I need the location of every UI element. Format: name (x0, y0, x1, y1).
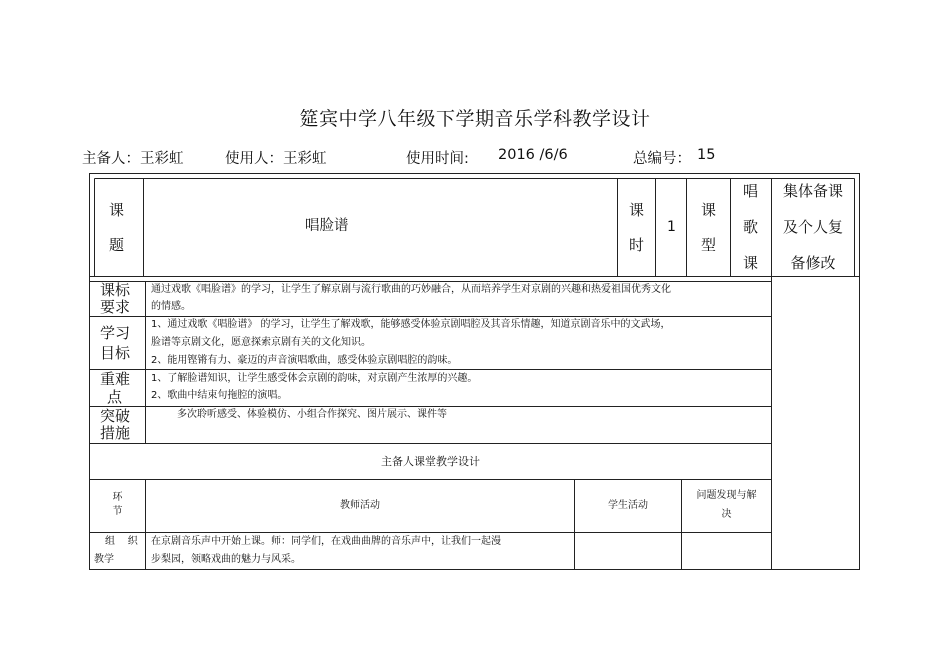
goals-label-bottom: 目标 (100, 344, 131, 362)
curriculum-text-line-1: 通过戏歌《唱脸谱》的学习，让学生了解京剧与流行歌曲的巧妙融合，从而培养学生对京剧的兴趣和热爱祖国优秀文化 (151, 284, 671, 295)
row1-stage-top: 组 织 (105, 536, 138, 547)
use-time-value: 2016 /6/6 (498, 147, 568, 163)
row1-stage-bottom: 教学 (94, 554, 114, 565)
collective-prep-line-3: 备修改 (790, 254, 836, 272)
col-problem-top: 问题发现与解 (696, 490, 757, 501)
col-teacher-activity: 教师活动 (340, 500, 380, 511)
curriculum-text-line-2: 的情感。 (151, 301, 191, 312)
col-student-activity: 学生活动 (608, 500, 648, 511)
hours-label-bottom: 时 (629, 236, 645, 254)
row1-teacher-line-1: 在京剧音乐声中开始上课。师：同学们，在戏曲曲牌的音乐声中，让我们一起漫 (151, 536, 501, 547)
keypoints-label-top: 重难 (100, 370, 131, 388)
curriculum-label-top: 课标 (100, 281, 131, 299)
goals-text-line-2: 脸谱等京剧文化，愿意探索京剧有关的文化知识。 (151, 337, 371, 348)
page-title: 筵宾中学八年级下学期音乐学科教学设计 (299, 108, 651, 130)
topic-value: 唱脸谱 (305, 218, 349, 234)
main-preparer: 主备人：王彩虹 (82, 151, 184, 167)
type-value-2: 歌 (743, 218, 759, 236)
topic-label-bottom: 题 (109, 236, 125, 254)
type-value-1: 唱 (743, 182, 759, 200)
col-problem-bottom: 决 (721, 509, 732, 520)
keypoints-text-line-1: 1、了解脸谱知识，让学生感受体会京剧的韵味，对京剧产生浓厚的兴趣。 (151, 373, 478, 384)
hours-value: 1 (667, 219, 676, 235)
goals-text-line-1: 1、通过戏歌《唱脸谱》 的学习，让学生了解戏歌，能够感受体验京剧唱腔及其音乐情趣，知道京剧音乐中的文武场， (151, 319, 671, 330)
goals-text-line-3: 2、能用铿锵有力、豪迈的声音演唱歌曲，感受体验京剧唱腔的韵味。 (151, 355, 458, 366)
topic-label-top: 课 (109, 201, 125, 219)
user-name: 使用人：王彩虹 (225, 151, 327, 167)
hours-label-top: 课 (629, 201, 645, 219)
measures-text: 多次聆听感受、体验模仿、小组合作探究、图片展示、课件等 (177, 409, 447, 420)
total-number-label: 总编号： (633, 151, 691, 167)
curriculum-label-bottom: 要求 (100, 298, 131, 316)
row1-teacher-line-2: 步梨园，领略戏曲的魅力与风采。 (151, 554, 301, 565)
type-label-top: 课 (701, 201, 717, 219)
use-time-label: 使用时间: (406, 151, 469, 167)
measures-label-top: 突破 (100, 407, 131, 425)
type-value-3: 课 (743, 254, 759, 272)
keypoints-label-bottom: 点 (107, 388, 123, 406)
goals-label-top: 学习 (100, 324, 131, 342)
type-label-bottom: 型 (701, 236, 717, 254)
total-number-value: 15 (697, 147, 716, 163)
collective-prep-line-2: 及个人复 (782, 218, 843, 236)
classroom-design-heading: 主备人课堂教学设计 (381, 455, 480, 468)
collective-prep-line-1: 集体备课 (782, 182, 843, 200)
col-stage-bottom: 节 (112, 506, 123, 517)
measures-label-bottom: 措施 (100, 424, 131, 442)
keypoints-text-line-2: 2、歌曲中结束句拖腔的演唱。 (151, 390, 288, 401)
col-stage-top: 环 (112, 492, 123, 503)
